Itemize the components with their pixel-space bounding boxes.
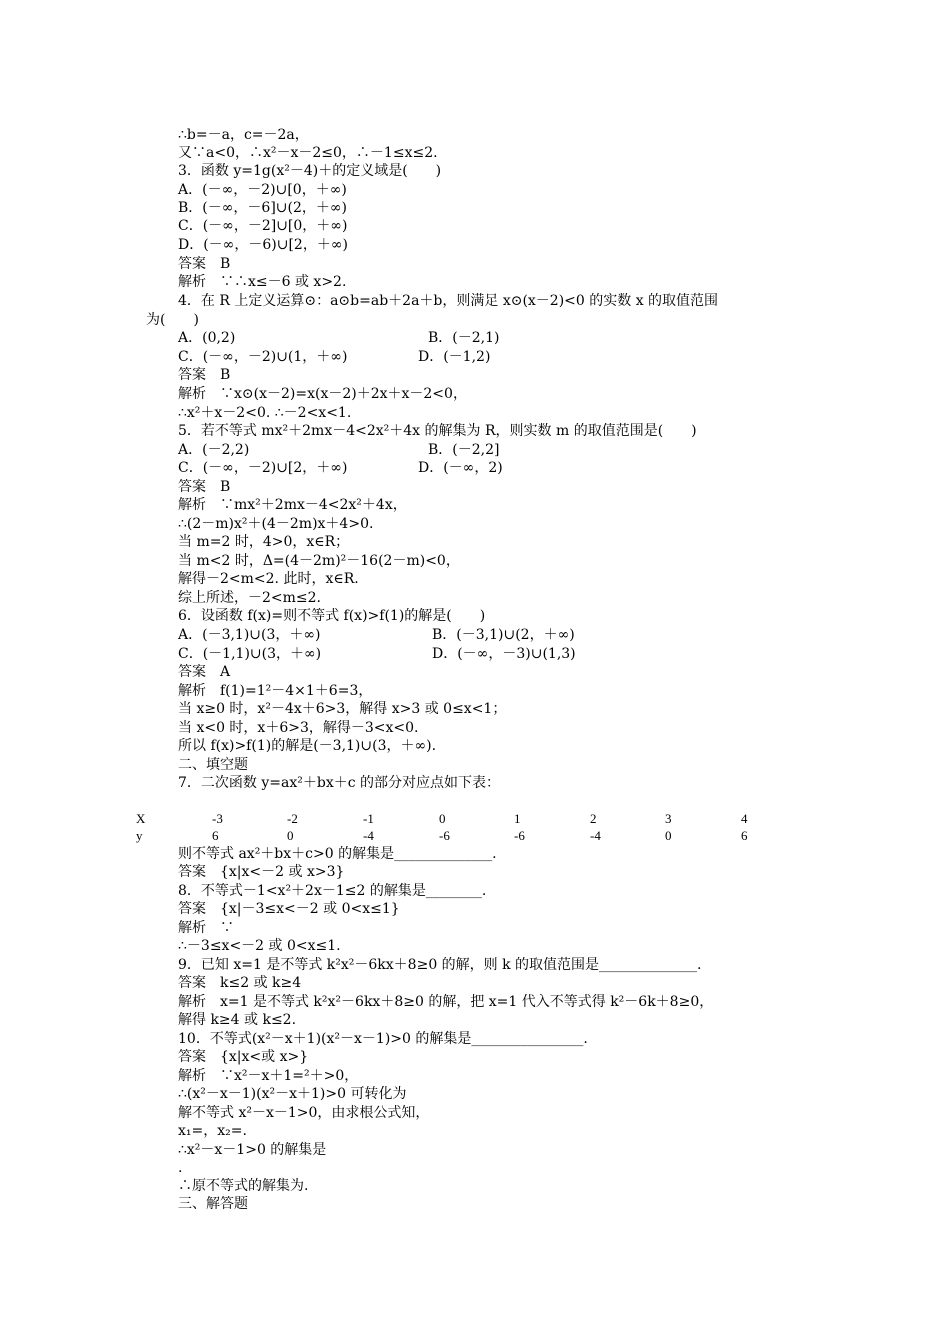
text-line: 当 x<0 时，x＋6>3，解得－3<x<0. xyxy=(178,720,419,736)
option-c: C．(－1,1)∪(3，＋∞) xyxy=(178,646,322,662)
question-4-cont: 为( ) xyxy=(146,312,199,328)
text-line: 所以 f(x)>f(1)的解是(－3,1)∪(3，＋∞). xyxy=(178,738,437,754)
option-b: B．(－2,1) xyxy=(428,330,500,346)
option-d: D．(－∞，－6)∪[2，＋∞) xyxy=(178,237,348,253)
analysis-line: 解析 x=1 是不等式 k²x²－6kx＋8≥0 的解，把 x=1 代入不等式得 k²－6k＋8≥0， xyxy=(178,994,714,1010)
text-line: 当 x≥0 时，x²－4x＋6>3，解得 x>3 或 0≤x<1； xyxy=(178,701,507,717)
table-cell: 0 xyxy=(439,811,446,826)
question-7: 7．二次函数 y=ax²＋bx＋c 的部分对应点如下表： xyxy=(178,775,500,791)
option-b: B．(－∞，－6]∪(2，＋∞) xyxy=(178,200,348,216)
table-cell: -2 xyxy=(287,811,298,826)
option-d: D．(－∞，－3)∪(1,3) xyxy=(432,646,576,662)
text-line: ∴原不等式的解集为. xyxy=(178,1178,309,1194)
answer-line: 答案 {x|x<－2 或 x>3} xyxy=(178,864,345,880)
table-cell: -1 xyxy=(363,811,374,826)
text-line: ∴－3≤x<－2 或 0<x≤1. xyxy=(178,938,341,954)
table-cell: -4 xyxy=(363,828,374,843)
text-line: 综上所述，－2<m≤2. xyxy=(178,590,322,606)
answer-line: 答案 B xyxy=(178,367,231,383)
analysis-line: 解析 ∵x⊙(x－2)=x(x－2)＋2x＋x－2<0， xyxy=(178,386,467,402)
question-5: 5．若不等式 mx²＋2mx－4<2x²＋4x 的解集为 R，则实数 m 的取值范围是( ) xyxy=(178,423,697,439)
text-line: ∴b=－a，c=－2a， xyxy=(178,127,309,143)
answer-line: 答案 k≤2 或 k≥4 xyxy=(178,975,302,991)
table-cell: 6 xyxy=(741,828,748,843)
table-cell: 6 xyxy=(212,828,219,843)
answer-line: 答案 A xyxy=(178,664,231,680)
option-a: A．(－3,1)∪(3，＋∞) xyxy=(178,627,321,643)
question-6: 6．设函数 f(x)=则不等式 f(x)>f(1)的解是( ) xyxy=(178,608,486,624)
text-line: x₁=，x₂=. xyxy=(178,1123,247,1139)
question-10: 10．不等式(x²－x＋1)(x²－x－1)>0 的解集是________________. xyxy=(178,1031,588,1047)
question-9: 9．已知 x=1 是不等式 k²x²－6kx＋8≥0 的解，则 k 的取值范围是______________. xyxy=(178,957,702,973)
option-a: A．(－2,2) xyxy=(178,442,250,458)
table-cell: 4 xyxy=(741,811,748,826)
option-c: C．(－∞，－2]∪[0，＋∞) xyxy=(178,218,348,234)
text-line: 解得 k≥4 或 k≤2. xyxy=(178,1012,297,1028)
option-b: B．(－2,2] xyxy=(428,442,500,458)
analysis-line: 解析 ∵ xyxy=(178,920,234,936)
analysis-line: 解析 f(1)=1²－4×1＋6=3， xyxy=(178,683,373,699)
question-3: 3．函数 y=1g(x²－4)＋的定义域是( ) xyxy=(178,163,442,179)
question-4: 4．在 R 上定义运算⊙：a⊙b=ab＋2a＋b，则满足 x⊙(x－2)<0 的实数 x 的取值范围 xyxy=(178,293,719,309)
text-line: ∴x²－x－1>0 的解集是 xyxy=(178,1142,327,1158)
analysis-line: 解析 ∵x²－x＋1=²＋>0， xyxy=(178,1068,359,1084)
option-c: C．(－∞，－2)∪[2，＋∞) xyxy=(178,460,348,476)
text-line: ∴(2－m)x²＋(4－2m)x＋4>0. xyxy=(178,516,374,532)
answer-line: 答案 B xyxy=(178,256,231,272)
table-cell: 2 xyxy=(590,811,597,826)
option-a: A．(0,2) xyxy=(178,330,236,346)
answer-line: 答案 {x|－3≤x<－2 或 0<x≤1} xyxy=(178,901,400,917)
text-line: 当 m=2 时，4>0，x∈R； xyxy=(178,534,350,550)
text-line: ∴x²＋x－2<0. ∴－2<x<1. xyxy=(178,405,352,421)
table-cell: -6 xyxy=(439,828,450,843)
section-heading: 二、填空题 xyxy=(178,757,248,773)
table-cell: 0 xyxy=(665,828,672,843)
text-line: 解不等式 x²－x－1>0，由求根公式知， xyxy=(178,1105,430,1121)
text-line: 解得－2<m<2. 此时，x∈R. xyxy=(178,571,359,587)
table-cell: -6 xyxy=(514,828,525,843)
question-8: 8．不等式－1<x²＋2x－1≤2 的解集是________. xyxy=(178,883,487,899)
text-line: 当 m<2 时，Δ=(4－2m)²－16(2－m)<0， xyxy=(178,553,460,569)
option-b: B．(－3,1)∪(2，＋∞) xyxy=(432,627,575,643)
table-cell: -3 xyxy=(212,811,223,826)
analysis-line: 解析 ∵mx²＋2mx－4<2x²＋4x， xyxy=(178,497,407,513)
table-row-label: y xyxy=(136,828,143,843)
table-cell: 3 xyxy=(665,811,672,826)
option-c: C．(－∞，－2)∪(1，＋∞) xyxy=(178,349,348,365)
table-row-label: X xyxy=(136,811,146,826)
answer-line: 答案 {x|x<或 x>} xyxy=(178,1049,309,1065)
option-d: D．(－∞，2) xyxy=(418,460,503,476)
text-line: 又∵a<0，∴x²－x－2≤0，∴－1≤x≤2. xyxy=(178,145,438,161)
text-line: . xyxy=(178,1160,183,1176)
text-line: 则不等式 ax²＋bx＋c>0 的解集是______________. xyxy=(178,846,497,862)
answer-line: 答案 B xyxy=(178,479,231,495)
option-d: D．(－1,2) xyxy=(418,349,491,365)
section-heading: 三、解答题 xyxy=(178,1196,248,1212)
table-cell: -4 xyxy=(590,828,601,843)
table-cell: 1 xyxy=(514,811,521,826)
table-cell: 0 xyxy=(287,828,294,843)
text-line: ∴(x²－x－1)(x²－x＋1)>0 可转化为 xyxy=(178,1086,407,1102)
option-a: A．(－∞，－2)∪[0，＋∞) xyxy=(178,182,347,198)
analysis-line: 解析 ∵∴x≤－6 或 x>2. xyxy=(178,274,347,290)
